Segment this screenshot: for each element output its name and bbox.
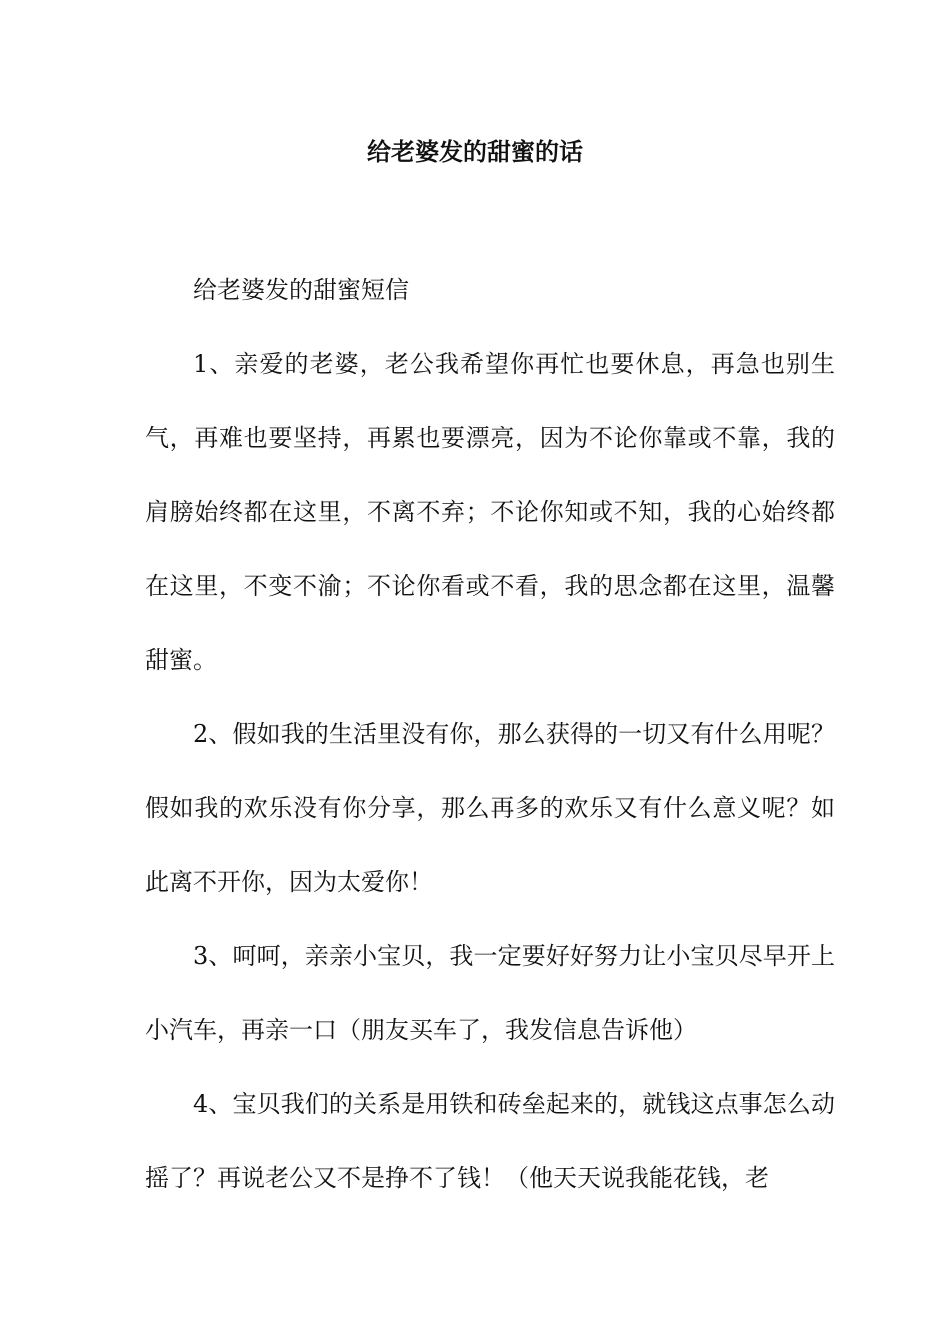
document-title: 给老婆发的甜蜜的话 bbox=[367, 137, 583, 166]
section-heading: 给老婆发的甜蜜短信 bbox=[193, 276, 409, 304]
document-body bbox=[145, 253, 835, 1215]
paragraph-4: 4、宝贝我们的关系是用铁和砖垒起来的，就钱这点事怎么动摇了？再说老公又不是挣不了钱！（他天天说我能花钱，老 bbox=[145, 1090, 835, 1192]
paragraph-3: 3、呵呵，亲亲小宝贝，我一定要好好努力让小宝贝尽早开上小汽车，再亲一口（朋友买车了，我发信息告诉他） bbox=[145, 942, 835, 1044]
paragraph-2: 2、假如我的生活里没有你，那么获得的一切又有什么用呢？假如我的欢乐没有你分享，那么再多的欢乐又有什么意义呢？如此离不开你，因为太爱你！ bbox=[145, 720, 835, 896]
paragraph-1: 1、亲爱的老婆，老公我希望你再忙也要休息，再急也别生气，再难也要坚持，再累也要漂亮，因为不论你靠或不靠，我的肩膀始终都在这里，不离不弃；不论你知或不知，我的心始终都在这里，不变不渝；不论你看或不看，我的思念都在这里，温馨甜蜜。 bbox=[145, 350, 835, 674]
